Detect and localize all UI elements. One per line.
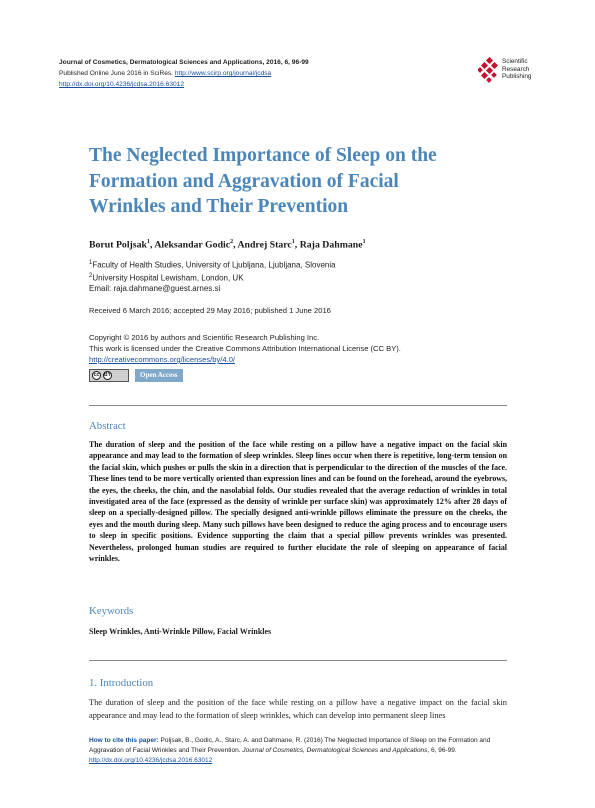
author-name: Borut Poljsak xyxy=(89,239,147,251)
keywords-text: Sleep Wrinkles, Anti-Wrinkle Pillow, Facial Wrinkles xyxy=(89,627,272,636)
citation-doi-link[interactable]: http://dx.doi.org/10.4236/jcdsa.2016.63012 xyxy=(89,757,213,764)
author-separator: , xyxy=(233,239,238,251)
citation-volume: , 6, 96-99. xyxy=(427,747,457,754)
license-badges xyxy=(89,369,183,382)
author-separator: , xyxy=(149,239,155,251)
published-text: Published Online June 2016 in SciRes. xyxy=(59,70,173,77)
author-name: Raja Dahmane xyxy=(299,239,363,251)
received-dates: Received 6 March 2016; accepted 29 May 2016; published 1 June 2016 xyxy=(89,306,331,315)
author-separator: , xyxy=(294,239,300,251)
logo-line-2: Research xyxy=(502,65,530,73)
logo-line-1: Scientific xyxy=(502,58,528,65)
copyright-line: Copyright © 2016 by authors and Scientific Research Publishing Inc. xyxy=(89,333,320,342)
citation-label: How to cite this paper: xyxy=(89,737,159,744)
journal-link[interactable]: http://www.scirp.org/journal/jcdsa xyxy=(174,70,272,77)
license-link[interactable]: http://creativecommons.org/licenses/by/4.0/ xyxy=(89,355,236,364)
author-name: Andrej Starc xyxy=(237,239,292,251)
logo-text xyxy=(502,58,532,81)
author-name: Aleksandar Godic xyxy=(154,239,231,251)
affiliation-text: Faculty of Health Studies, University of Ljubljana, Ljubljana, Slovenia xyxy=(92,260,336,270)
affiliation-1 xyxy=(89,258,336,271)
publisher-logo xyxy=(478,57,548,89)
author-affiliation-mark: 2 xyxy=(230,239,234,245)
affiliation-2 xyxy=(89,271,244,284)
affiliation-text: University Hospital Lewisham, London, UK xyxy=(92,273,244,283)
journal-name: Journal of Cosmetics, Dermatological Sciences and Applications, 2016, 6, 96-99 xyxy=(59,59,309,66)
author-affiliation-mark: 1 xyxy=(146,239,150,245)
introduction-text: The duration of sleep and the position of the face while resting on a pillow have a negative impact on the facial skin appearance and may lead to the formation of sleep wrinkles, which can develop into permanent sleep lines xyxy=(89,698,507,720)
introduction-heading: 1. Introduction xyxy=(89,677,154,689)
paper-title xyxy=(89,143,529,220)
publication-line xyxy=(59,68,309,79)
title-line-2: Formation and Aggravation of Facial xyxy=(89,170,399,192)
author-affiliation-mark: 1 xyxy=(291,239,295,245)
author-list xyxy=(89,239,366,250)
title-line-3: Wrinkles and Their Prevention xyxy=(89,196,349,217)
keywords-rule xyxy=(89,660,507,661)
title-line-1: The Neglected Importance of Sleep on the xyxy=(89,145,437,166)
citation-journal: Journal of Cosmetics, Dermatological Sciences and Applications xyxy=(242,747,428,754)
license-block xyxy=(89,332,401,365)
email: Email: raja.dahmane@guest.arnes.si xyxy=(89,284,221,293)
affiliation-mark: 2 xyxy=(89,273,93,279)
abstract-rule-top xyxy=(89,405,507,406)
license-statement: This work is licensed under the Creative Commons Attribution International License (CC BY). xyxy=(89,344,401,353)
by-person-icon: BY xyxy=(104,372,111,378)
doi-link[interactable]: http://dx.doi.org/10.4236/jcdsa.2016.63012 xyxy=(59,81,185,88)
cc-by-badge[interactable] xyxy=(89,369,129,382)
scientific-research-publishing-logo-icon xyxy=(478,57,500,85)
abstract-text: The duration of sleep and the position of the face while resting on a pillow have a negative impact on the facial skin appearance and may lead to the formation of sleep wrinkles. Sleep lines occur when there is repetitive, long-term tension on the facial skin, which pushes or pulls the skin in a direction that is perpendicular to the direction of the muscles of the face. These lines tend to be more vertically oriented than expression lines and can be found on the forehead, around the eyebrows, the eyes, the cheeks, the chin, and the nasolabial folds. Our studies revealed that the average reduction of wrinkles in total investigated area of the face (expressed as the density of wrinkle per surface skin) was approximately 12% after 28 days of sleep on a specially-designed pillow. The specially designed anti-wrinkle pillows eliminate the pressure on the cheeks, the eyes and the mouth during sleep. Many such pillows have been designed to reduce the aging process and to encourage users to sleep in specific positions. Evidence supporting the claim that a special pillow prevents wrinkles was presented. Nevertheless, prolonged human studies are required to further elucidate the role of sleeping on appearance of facial wrinkles. xyxy=(89,440,507,564)
logo-line-3: Publishing xyxy=(502,73,532,81)
keywords-heading: Keywords xyxy=(89,605,134,617)
open-access-badge: Open Access xyxy=(135,369,183,382)
journal-header xyxy=(59,57,309,90)
citation-text: Poljsak, B., Godic, A., Starc, A. and Dahmane, R. (2016) The Neglected Importance of Sleep on the Formation and Aggravation of Facial Wrinkles and Their Prevention. xyxy=(89,737,491,754)
affiliation-mark: 1 xyxy=(89,260,93,266)
author-affiliation-mark: 1 xyxy=(362,239,366,245)
cc-icon: cc xyxy=(93,372,100,378)
abstract-heading: Abstract xyxy=(89,420,126,432)
citation-block xyxy=(89,736,511,766)
